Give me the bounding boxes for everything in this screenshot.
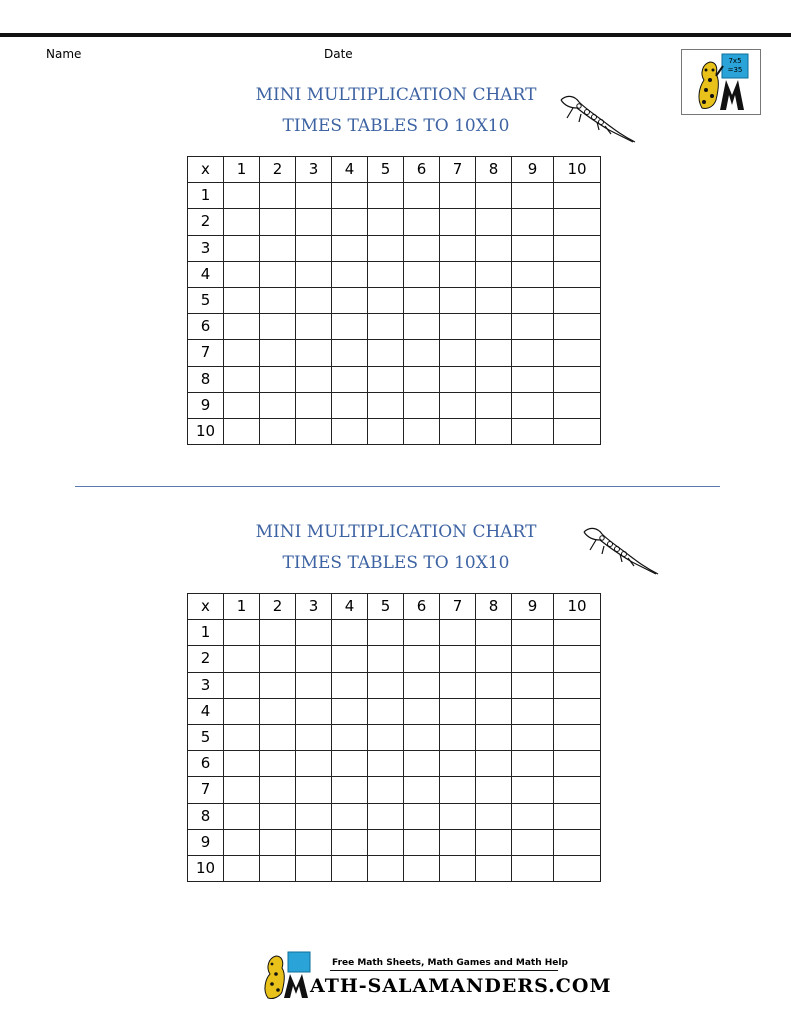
answer-cell[interactable]: [554, 340, 601, 366]
answer-cell[interactable]: [332, 392, 368, 418]
answer-cell[interactable]: [224, 751, 260, 777]
answer-cell[interactable]: [476, 366, 512, 392]
answer-cell[interactable]: [260, 209, 296, 235]
answer-cell[interactable]: [260, 366, 296, 392]
answer-cell[interactable]: [332, 672, 368, 698]
answer-cell[interactable]: [224, 620, 260, 646]
column-header-cell: 1: [224, 157, 260, 183]
answer-cell[interactable]: [296, 314, 332, 340]
answer-cell[interactable]: [260, 235, 296, 261]
answer-cell[interactable]: [440, 235, 476, 261]
answer-cell[interactable]: [296, 418, 332, 444]
answer-cell[interactable]: [332, 209, 368, 235]
answer-cell[interactable]: [296, 261, 332, 287]
answer-cell[interactable]: [332, 724, 368, 750]
answer-cell[interactable]: [224, 672, 260, 698]
answer-cell[interactable]: [368, 235, 404, 261]
answer-cell[interactable]: [368, 724, 404, 750]
salamander-teacher-icon: [682, 50, 760, 114]
answer-cell[interactable]: [260, 672, 296, 698]
row-header-cell: 1: [188, 620, 224, 646]
grid-header-row: [188, 157, 601, 183]
answer-cell[interactable]: [512, 287, 554, 313]
answer-cell[interactable]: [404, 724, 440, 750]
answer-cell[interactable]: [476, 646, 512, 672]
chart1-title-line2: TIMES TABLES TO 10X10: [282, 116, 510, 136]
answer-cell[interactable]: [554, 698, 601, 724]
answer-cell[interactable]: [332, 698, 368, 724]
row-header-cell: 5: [188, 724, 224, 750]
answer-cell[interactable]: [260, 183, 296, 209]
answer-cell[interactable]: [476, 340, 512, 366]
answer-cell[interactable]: [368, 366, 404, 392]
answer-cell[interactable]: [440, 314, 476, 340]
answer-cell[interactable]: [368, 777, 404, 803]
answer-cell[interactable]: [260, 724, 296, 750]
answer-cell[interactable]: [554, 646, 601, 672]
row-header-cell: 3: [188, 235, 224, 261]
answer-cell[interactable]: [440, 183, 476, 209]
answer-cell[interactable]: [554, 209, 601, 235]
column-header-cell: 3: [296, 157, 332, 183]
answer-cell[interactable]: [260, 287, 296, 313]
answer-cell[interactable]: [260, 418, 296, 444]
answer-cell[interactable]: [476, 261, 512, 287]
answer-cell[interactable]: [476, 418, 512, 444]
name-label: Name: [46, 47, 82, 61]
answer-cell[interactable]: [224, 698, 260, 724]
answer-cell[interactable]: [296, 777, 332, 803]
row-header-cell: 9: [188, 829, 224, 855]
answer-cell[interactable]: [224, 724, 260, 750]
row-header-cell: 9: [188, 392, 224, 418]
answer-cell[interactable]: [404, 235, 440, 261]
answer-cell[interactable]: [512, 698, 554, 724]
answer-cell[interactable]: [554, 235, 601, 261]
grid-row: [188, 235, 601, 261]
answer-cell[interactable]: [440, 777, 476, 803]
answer-cell[interactable]: [440, 261, 476, 287]
column-header-cell: 7: [440, 157, 476, 183]
row-header-cell: 1: [188, 183, 224, 209]
board-line1: 7x5: [728, 57, 742, 65]
answer-cell[interactable]: [332, 777, 368, 803]
answer-cell[interactable]: [554, 418, 601, 444]
answer-cell[interactable]: [404, 777, 440, 803]
answer-cell[interactable]: [296, 855, 332, 881]
answer-cell[interactable]: [260, 314, 296, 340]
grid-row: [188, 183, 601, 209]
answer-cell[interactable]: [512, 777, 554, 803]
answer-cell[interactable]: [368, 261, 404, 287]
answer-cell[interactable]: [512, 620, 554, 646]
answer-cell[interactable]: [368, 829, 404, 855]
answer-cell[interactable]: [404, 340, 440, 366]
section-divider: [75, 486, 720, 487]
answer-cell[interactable]: [296, 672, 332, 698]
answer-cell[interactable]: [332, 340, 368, 366]
answer-cell[interactable]: [296, 751, 332, 777]
answer-cell[interactable]: [404, 261, 440, 287]
answer-cell[interactable]: [224, 366, 260, 392]
column-header-cell: 5: [368, 594, 404, 620]
grid-row: [188, 261, 601, 287]
answer-cell[interactable]: [368, 751, 404, 777]
answer-cell[interactable]: [404, 287, 440, 313]
answer-cell[interactable]: [404, 209, 440, 235]
answer-cell[interactable]: [224, 340, 260, 366]
answer-cell[interactable]: [512, 392, 554, 418]
answer-cell[interactable]: [368, 620, 404, 646]
answer-cell[interactable]: [260, 340, 296, 366]
answer-cell[interactable]: [554, 366, 601, 392]
grid-row: [188, 672, 601, 698]
answer-cell[interactable]: [260, 646, 296, 672]
answer-cell[interactable]: [476, 392, 512, 418]
column-header-cell: 6: [404, 157, 440, 183]
answer-cell[interactable]: [554, 261, 601, 287]
answer-cell[interactable]: [554, 392, 601, 418]
answer-cell[interactable]: [512, 183, 554, 209]
answer-cell[interactable]: [440, 803, 476, 829]
answer-cell[interactable]: [260, 751, 296, 777]
answer-cell[interactable]: [476, 209, 512, 235]
footer-logo: [258, 950, 612, 1000]
answer-cell[interactable]: [368, 672, 404, 698]
answer-cell[interactable]: [512, 803, 554, 829]
answer-cell[interactable]: [224, 829, 260, 855]
answer-cell[interactable]: [332, 646, 368, 672]
row-header-cell: 10: [188, 855, 224, 881]
answer-cell[interactable]: [476, 314, 512, 340]
row-header-cell: 8: [188, 366, 224, 392]
site-logo: [681, 49, 761, 115]
salamander-icon: [557, 90, 639, 146]
answer-cell[interactable]: [332, 418, 368, 444]
answer-cell[interactable]: [368, 340, 404, 366]
answer-cell[interactable]: [554, 777, 601, 803]
answer-cell[interactable]: [404, 314, 440, 340]
answer-cell[interactable]: [404, 392, 440, 418]
answer-cell[interactable]: [296, 803, 332, 829]
answer-cell[interactable]: [404, 672, 440, 698]
column-header-cell: 2: [260, 157, 296, 183]
chart1-grid: [187, 156, 601, 445]
answer-cell[interactable]: [296, 235, 332, 261]
row-header-cell: 7: [188, 777, 224, 803]
answer-cell[interactable]: [296, 392, 332, 418]
answer-cell[interactable]: [368, 855, 404, 881]
column-header-cell: 1: [224, 594, 260, 620]
grid-row: [188, 392, 601, 418]
answer-cell[interactable]: [554, 829, 601, 855]
answer-cell[interactable]: [404, 855, 440, 881]
answer-cell[interactable]: [440, 418, 476, 444]
answer-cell[interactable]: [440, 751, 476, 777]
answer-cell[interactable]: [476, 698, 512, 724]
row-header-cell: 10: [188, 418, 224, 444]
column-header-cell: 8: [476, 594, 512, 620]
column-header-cell: 2: [260, 594, 296, 620]
answer-cell[interactable]: [260, 829, 296, 855]
answer-cell[interactable]: [296, 724, 332, 750]
answer-cell[interactable]: [476, 672, 512, 698]
answer-cell[interactable]: [440, 209, 476, 235]
answer-cell[interactable]: [512, 418, 554, 444]
row-header-cell: 4: [188, 261, 224, 287]
answer-cell[interactable]: [512, 829, 554, 855]
answer-cell[interactable]: [368, 646, 404, 672]
date-label: Date: [324, 47, 353, 61]
answer-cell[interactable]: [476, 803, 512, 829]
answer-cell[interactable]: [476, 829, 512, 855]
grid-row: [188, 340, 601, 366]
answer-cell[interactable]: [404, 620, 440, 646]
grid-row: [188, 724, 601, 750]
answer-cell[interactable]: [476, 235, 512, 261]
answer-cell[interactable]: [440, 672, 476, 698]
answer-cell[interactable]: [554, 855, 601, 881]
row-header-cell: 3: [188, 672, 224, 698]
grid-row: [188, 751, 601, 777]
footer-tagline: Free Math Sheets, Math Games and Math Help: [332, 958, 568, 968]
grid-header-row: [188, 594, 601, 620]
answer-cell[interactable]: [224, 392, 260, 418]
column-header-cell: 3: [296, 594, 332, 620]
answer-cell[interactable]: [224, 803, 260, 829]
row-header-cell: 8: [188, 803, 224, 829]
answer-cell[interactable]: [554, 672, 601, 698]
answer-cell[interactable]: [332, 261, 368, 287]
answer-cell[interactable]: [512, 314, 554, 340]
grid-row: [188, 777, 601, 803]
answer-cell[interactable]: [260, 803, 296, 829]
answer-cell[interactable]: [440, 366, 476, 392]
answer-cell[interactable]: [512, 235, 554, 261]
board-line2: =35: [727, 66, 743, 74]
answer-cell[interactable]: [554, 620, 601, 646]
chart2-grid: [187, 593, 601, 882]
answer-cell[interactable]: [512, 646, 554, 672]
answer-cell[interactable]: [260, 392, 296, 418]
footer-rule: [330, 970, 558, 971]
answer-cell[interactable]: [332, 183, 368, 209]
answer-cell[interactable]: [368, 314, 404, 340]
salamander-teacher-icon: [258, 950, 318, 1000]
answer-cell[interactable]: [476, 777, 512, 803]
answer-cell[interactable]: [224, 314, 260, 340]
chart2-title-line1: MINI MULTIPLICATION CHART: [255, 522, 537, 542]
column-header-cell: 9: [512, 157, 554, 183]
answer-cell[interactable]: [332, 287, 368, 313]
grid-row: [188, 620, 601, 646]
grid-row: [188, 418, 601, 444]
answer-cell[interactable]: [404, 829, 440, 855]
column-header-cell: 10: [554, 594, 601, 620]
column-header-cell: 5: [368, 157, 404, 183]
chart2-title-line2: TIMES TABLES TO 10X10: [282, 553, 510, 573]
answer-cell[interactable]: [224, 646, 260, 672]
answer-cell[interactable]: [440, 724, 476, 750]
grid-row: [188, 646, 601, 672]
answer-cell[interactable]: [512, 855, 554, 881]
answer-cell[interactable]: [296, 366, 332, 392]
answer-cell[interactable]: [512, 724, 554, 750]
answer-cell[interactable]: [512, 672, 554, 698]
grid-row: [188, 803, 601, 829]
answer-cell[interactable]: [296, 287, 332, 313]
answer-cell[interactable]: [440, 392, 476, 418]
answer-cell[interactable]: [332, 366, 368, 392]
row-header-cell: 4: [188, 698, 224, 724]
answer-cell[interactable]: [404, 366, 440, 392]
answer-cell[interactable]: [440, 620, 476, 646]
row-header-cell: 6: [188, 751, 224, 777]
answer-cell[interactable]: [296, 620, 332, 646]
answer-cell[interactable]: [368, 392, 404, 418]
row-header-cell: 2: [188, 646, 224, 672]
row-header-cell: 7: [188, 340, 224, 366]
answer-cell[interactable]: [332, 235, 368, 261]
answer-cell[interactable]: [554, 803, 601, 829]
row-header-cell: 2: [188, 209, 224, 235]
column-header-cell: 6: [404, 594, 440, 620]
answer-cell[interactable]: [404, 646, 440, 672]
footer-site-name: ATH-SALAMANDERS.COM: [310, 975, 612, 997]
answer-cell[interactable]: [296, 209, 332, 235]
answer-cell[interactable]: [554, 287, 601, 313]
answer-cell[interactable]: [332, 855, 368, 881]
grid-corner-cell: x: [188, 594, 224, 620]
answer-cell[interactable]: [260, 261, 296, 287]
answer-cell[interactable]: [296, 340, 332, 366]
answer-cell[interactable]: [224, 777, 260, 803]
answer-cell[interactable]: [476, 855, 512, 881]
answer-cell[interactable]: [512, 340, 554, 366]
salamander-icon: [580, 522, 662, 578]
answer-cell[interactable]: [554, 183, 601, 209]
answer-cell[interactable]: [296, 829, 332, 855]
answer-cell[interactable]: [476, 751, 512, 777]
grid-row: [188, 698, 601, 724]
answer-cell[interactable]: [224, 261, 260, 287]
grid-corner-cell: x: [188, 157, 224, 183]
column-header-cell: 7: [440, 594, 476, 620]
answer-cell[interactable]: [332, 829, 368, 855]
answer-cell[interactable]: [404, 418, 440, 444]
answer-cell[interactable]: [404, 183, 440, 209]
grid-row: [188, 314, 601, 340]
answer-cell[interactable]: [512, 366, 554, 392]
answer-cell[interactable]: [404, 698, 440, 724]
answer-cell[interactable]: [260, 855, 296, 881]
column-header-cell: 8: [476, 157, 512, 183]
answer-cell[interactable]: [476, 620, 512, 646]
answer-cell[interactable]: [368, 209, 404, 235]
answer-cell[interactable]: [368, 287, 404, 313]
answer-cell[interactable]: [224, 418, 260, 444]
answer-cell[interactable]: [296, 698, 332, 724]
answer-cell[interactable]: [440, 829, 476, 855]
grid-row: [188, 829, 601, 855]
answer-cell[interactable]: [440, 287, 476, 313]
answer-cell[interactable]: [368, 698, 404, 724]
grid-row: [188, 287, 601, 313]
answer-cell[interactable]: [332, 620, 368, 646]
answer-cell[interactable]: [260, 620, 296, 646]
top-border: [0, 33, 791, 37]
answer-cell[interactable]: [440, 698, 476, 724]
column-header-cell: 4: [332, 157, 368, 183]
answer-cell[interactable]: [368, 803, 404, 829]
answer-cell[interactable]: [554, 751, 601, 777]
answer-cell[interactable]: [224, 855, 260, 881]
answer-cell[interactable]: [554, 724, 601, 750]
answer-cell[interactable]: [224, 209, 260, 235]
chart1-title-line1: MINI MULTIPLICATION CHART: [255, 85, 537, 105]
answer-cell[interactable]: [512, 751, 554, 777]
answer-cell[interactable]: [260, 698, 296, 724]
answer-cell[interactable]: [440, 646, 476, 672]
answer-cell[interactable]: [296, 183, 332, 209]
answer-cell[interactable]: [404, 803, 440, 829]
column-header-cell: 9: [512, 594, 554, 620]
answer-cell[interactable]: [260, 777, 296, 803]
answer-cell[interactable]: [476, 287, 512, 313]
grid-row: [188, 855, 601, 881]
column-header-cell: 10: [554, 157, 601, 183]
answer-cell[interactable]: [512, 261, 554, 287]
answer-cell[interactable]: [404, 751, 440, 777]
answer-cell[interactable]: [332, 803, 368, 829]
answer-cell[interactable]: [554, 314, 601, 340]
answer-cell[interactable]: [440, 855, 476, 881]
grid-row: [188, 366, 601, 392]
answer-cell[interactable]: [296, 646, 332, 672]
column-header-cell: 4: [332, 594, 368, 620]
answer-cell[interactable]: [368, 183, 404, 209]
answer-cell[interactable]: [476, 183, 512, 209]
row-header-cell: 5: [188, 287, 224, 313]
answer-cell[interactable]: [224, 235, 260, 261]
answer-cell[interactable]: [224, 287, 260, 313]
answer-cell[interactable]: [368, 418, 404, 444]
answer-cell[interactable]: [332, 751, 368, 777]
row-header-cell: 6: [188, 314, 224, 340]
answer-cell[interactable]: [224, 183, 260, 209]
answer-cell[interactable]: [440, 340, 476, 366]
answer-cell[interactable]: [476, 724, 512, 750]
answer-cell[interactable]: [512, 209, 554, 235]
grid-row: [188, 209, 601, 235]
answer-cell[interactable]: [332, 314, 368, 340]
